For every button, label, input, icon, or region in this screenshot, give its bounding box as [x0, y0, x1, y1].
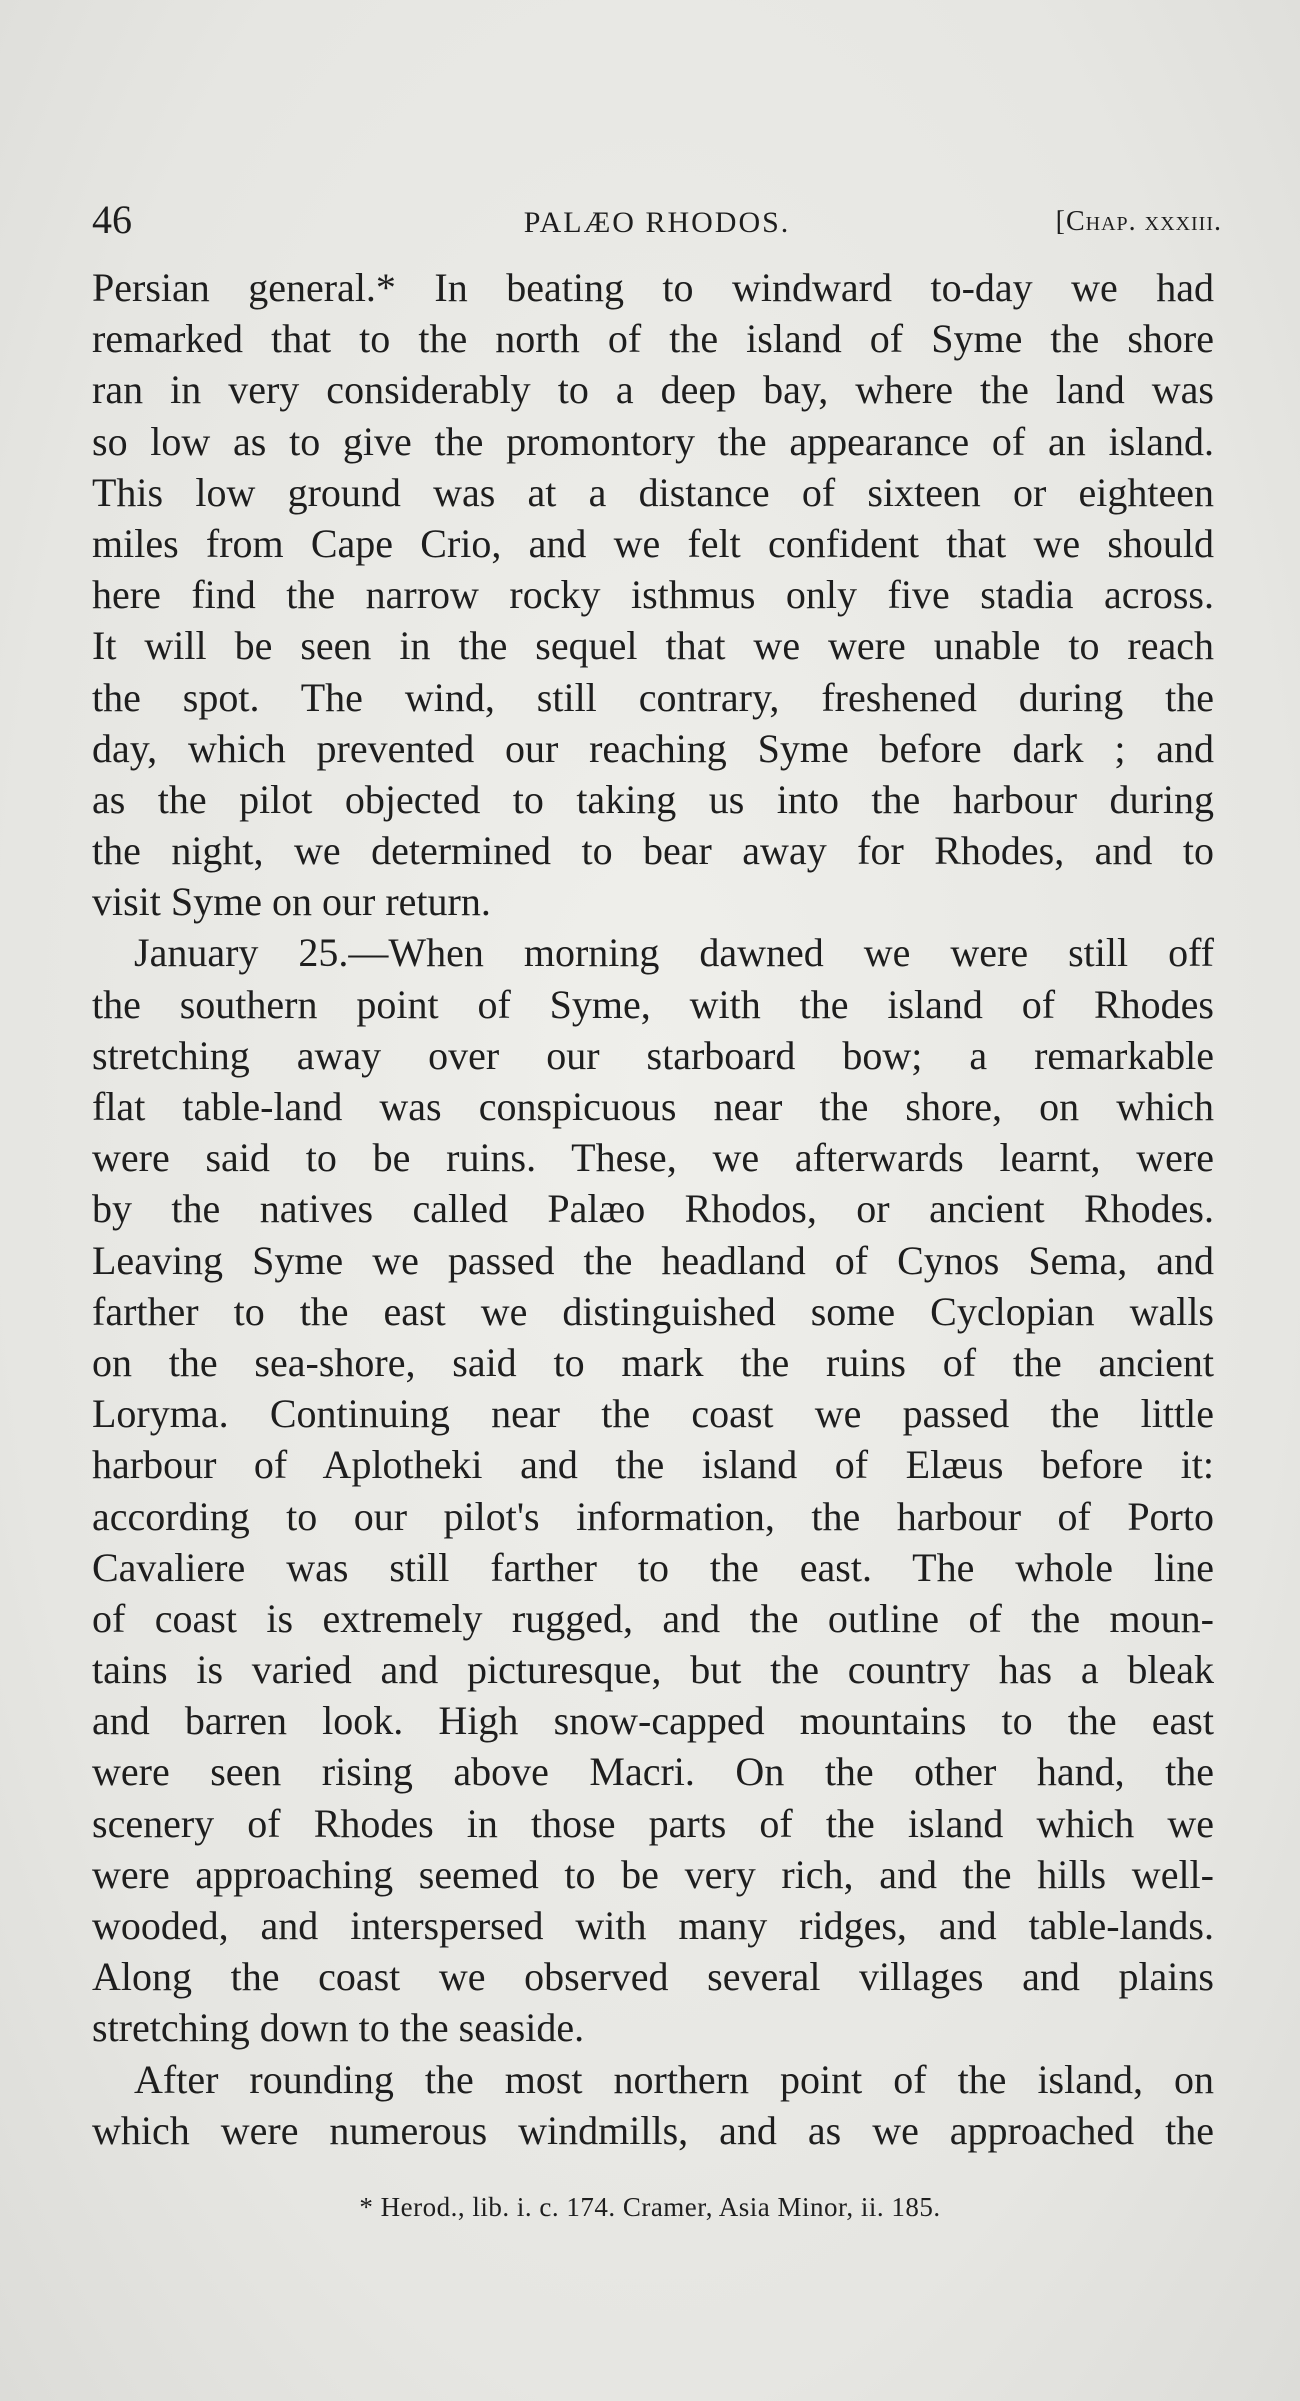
- running-title: PALÆO RHODOS.: [523, 206, 791, 239]
- text-line: which were numerous windmills, and as we approached the: [92, 2107, 1214, 2153]
- text-line: the night, we determined to bear away for Rhodes, and to: [92, 828, 1214, 874]
- text-line: day, which prevented our reaching Syme before dark ; and: [92, 725, 1214, 771]
- body-text: [92, 262, 1214, 2156]
- text-line: as the pilot objected to taking us into the harbour during: [92, 776, 1214, 822]
- footnote: * Herod., lib. i. c. 174. Cramer, Asia Minor, ii. 185.: [359, 2192, 941, 2222]
- text-line: flat table-land was conspicuous near the shore, on which: [92, 1084, 1214, 1129]
- text-line: so low as to give the promontory the appearance of an island.: [92, 418, 1214, 464]
- text-line: Cavaliere was still farther to the east. The whole line: [92, 1544, 1214, 1590]
- text-line: It will be seen in the sequel that we were unable to reach: [92, 623, 1214, 669]
- text-line: scenery of Rhodes in those parts of the island which we: [92, 1800, 1214, 1846]
- text-line: January 25.—When morning dawned we were still off: [134, 930, 1214, 976]
- text-line: remarked that to the north of the island of Syme the shore: [92, 316, 1214, 362]
- text-line: were seen rising above Macri. On the other hand, the: [92, 1749, 1214, 1795]
- chapter-reference: [Chap. xxxiii.: [1055, 206, 1222, 237]
- text-line: and barren look. High snow-capped mountains to the east: [92, 1698, 1214, 1744]
- text-line: tains is varied and picturesque, but the country has a bleak: [92, 1647, 1214, 1693]
- running-head: [92, 196, 1222, 242]
- text-line: Along the coast we observed several villages and plains: [92, 1954, 1214, 2000]
- text-line: stretching down to the seaside.: [92, 2005, 585, 2051]
- text-line: were approaching seemed to be very rich, and the hills well-: [92, 1851, 1214, 1897]
- page-number: 46: [92, 197, 132, 242]
- text-line: harbour of Aplotheki and the island of Elæus before it:: [92, 1442, 1214, 1488]
- paragraph: [92, 2054, 1214, 2156]
- text-line: visit Syme on our return.: [92, 879, 491, 925]
- text-line: were said to be ruins. These, we afterwards learnt, were: [92, 1135, 1214, 1181]
- text-line: This low ground was at a distance of sixteen or eighteen: [92, 469, 1214, 515]
- text-line: of coast is extremely rugged, and the outline of the moun-: [92, 1595, 1214, 1641]
- text-line: stretching away over our starboard bow; a remarkable: [92, 1032, 1214, 1078]
- text-line: farther to the east we distinguished some Cyclopian walls: [92, 1288, 1214, 1334]
- text-line: the spot. The wind, still contrary, freshened during the: [92, 674, 1214, 720]
- text-line: according to our pilot's information, the harbour of Porto: [92, 1493, 1214, 1539]
- text-line: here find the narrow rocky isthmus only five stadia across.: [92, 572, 1214, 618]
- text-line: miles from Cape Crio, and we felt confident that we should: [92, 520, 1214, 566]
- text-line: on the sea-shore, said to mark the ruins of the ancient: [92, 1339, 1214, 1385]
- text-line: Persian general.* In beating to windward to-day we had: [92, 265, 1214, 310]
- text-line: wooded, and interspersed with many ridges, and table-lands.: [92, 1903, 1214, 1948]
- paragraph: [92, 262, 1214, 927]
- text-line: Loryma. Continuing near the coast we passed the little: [92, 1391, 1214, 1437]
- text-line: Leaving Syme we passed the headland of Cynos Sema, and: [92, 1237, 1214, 1283]
- text-line: by the natives called Palæo Rhodos, or ancient Rhodes.: [92, 1186, 1214, 1232]
- text-line: the southern point of Syme, with the island of Rhodes: [92, 981, 1214, 1027]
- paragraph: [92, 927, 1214, 2053]
- text-line: ran in very considerably to a deep bay, where the land was: [92, 367, 1214, 413]
- text-line: After rounding the most northern point of the island, on: [134, 2056, 1214, 2102]
